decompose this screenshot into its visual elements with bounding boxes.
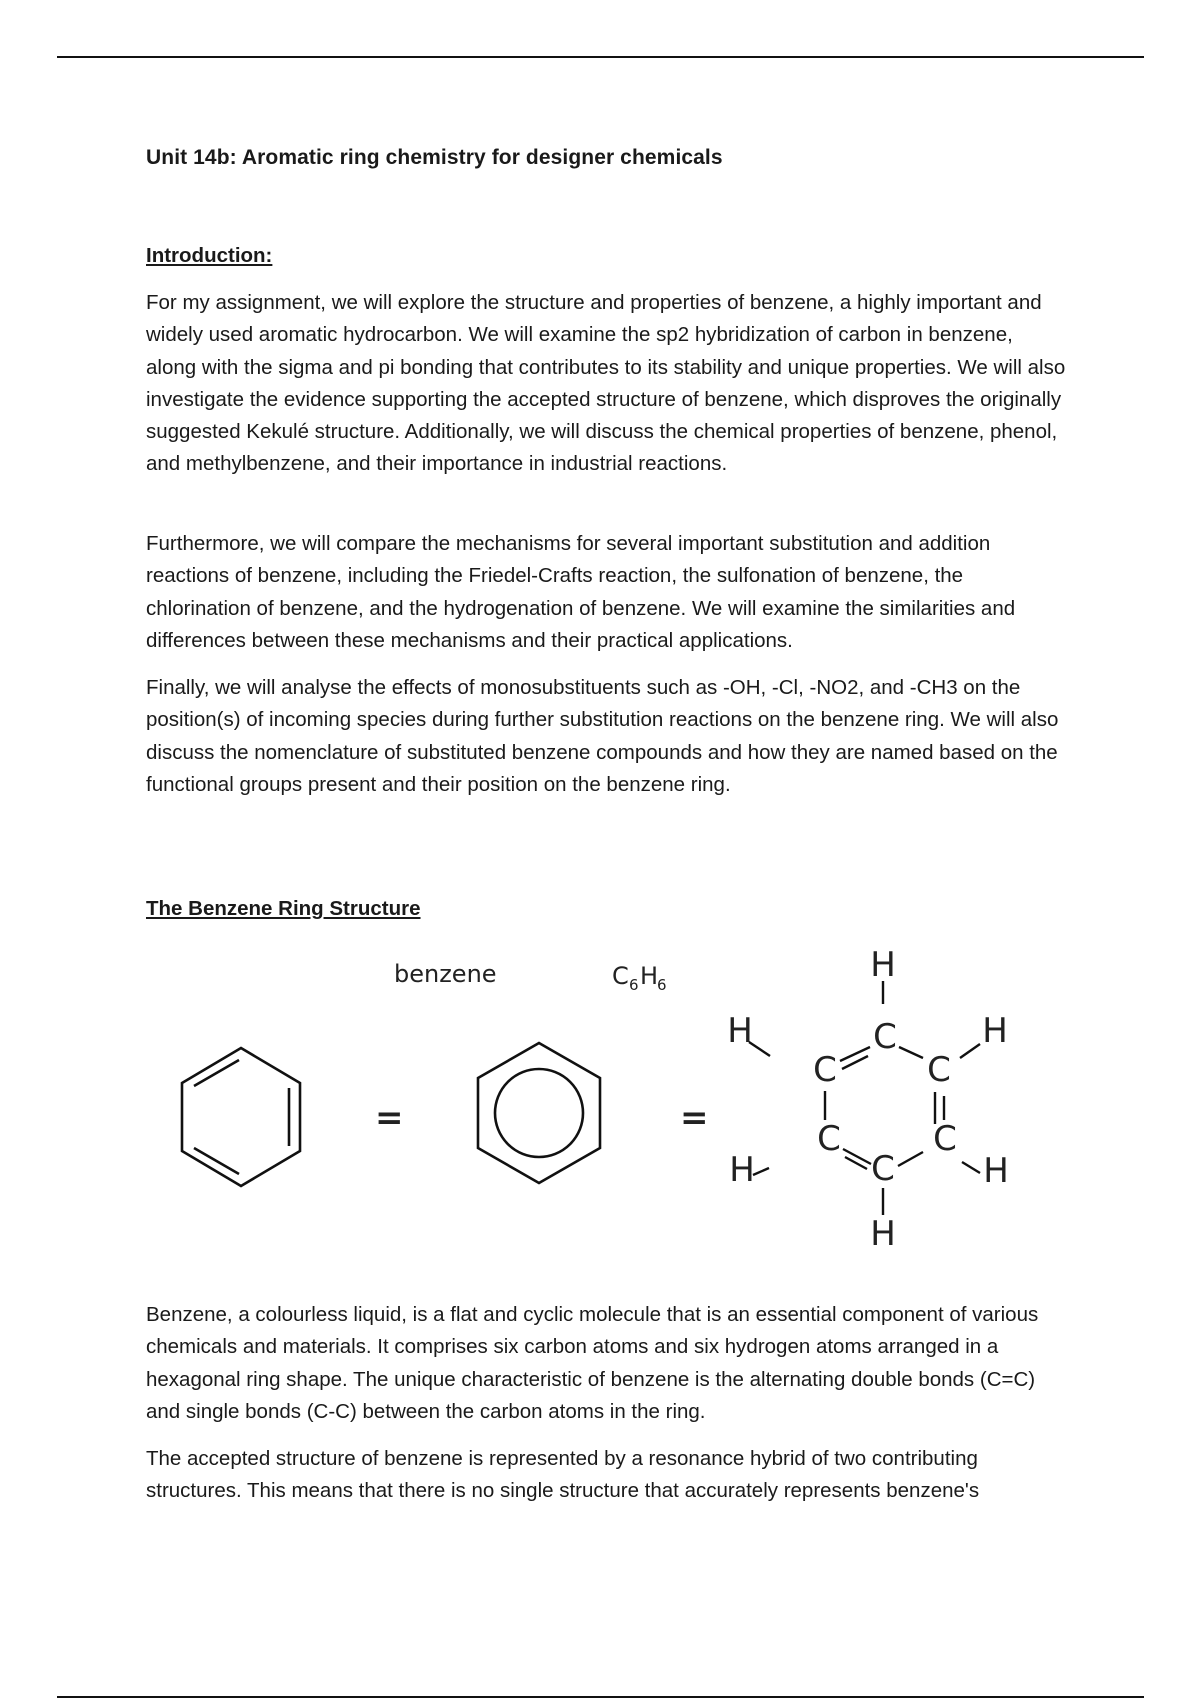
atom-h-lower-left: H [729,1150,755,1190]
kekule-structure [182,1048,300,1186]
header-rule [57,56,1144,58]
body-paragraph-benzene: Benzene, a colourless liquid, is a flat and cyclic molecule that is an essential component of various chemicals and materials. It comprises six carbon atoms and six hydrogen atoms arranged in a hexagonal ring shape. The unique characteristic of benzene is the alternating double bonds (C=C) and single bonds (C-C) between the carbon atoms in the ring. [146,1303,1039,1423]
svg-text:6: 6 [657,976,667,994]
benzene-name-label: benzene [394,960,497,988]
equals-sign-2: = [680,1098,709,1138]
atom-h-upper-left: H [727,1011,753,1051]
body-paragraph-resonance: The accepted structure of benzene is represented by a resonance hybrid of two contributing structures. This means that there is no single structure that accurately represents benzene's [146,1447,980,1503]
atom-c-top: C [873,1017,897,1057]
introduction-heading: Introduction: [146,244,273,267]
structural-formula [727,945,1009,1254]
benzene-structure-figure [150,940,1050,1270]
atom-h-lower-right: H [983,1151,1009,1191]
atom-c-upper-left: C [813,1050,837,1090]
atom-c-lower-left: C [817,1119,841,1159]
atom-c-bottom: C [871,1149,895,1189]
document-title: Unit 14b: Aromatic ring chemistry for designer chemicals [146,146,723,169]
equals-sign-1: = [375,1098,404,1138]
intro-paragraph-2: Furthermore, we will compare the mechanisms for several important substitution and addition reactions of benzene, including the Friedel-Crafts reaction, the sulfonation of benzene, the chlorination of benzene, and the hydrogenation of benzene. We will examine the similarities and differences between these mechanisms and their practical applications. [146,532,1016,652]
atom-c-lower-right: C [933,1119,957,1159]
atom-h-top: H [870,945,896,985]
benzene-formula [612,962,667,994]
intro-paragraph-1: For my assignment, we will explore the structure and properties of benzene, a highly important and widely used aromatic hydrocarbon. We will examine the sp2 hybridization of carbon in benzene, along with the sigma and pi bonding that contributes to its stability and unique properties. We will also investigate the evidence supporting the accepted structure of benzene, which disproves the originally suggested Kekulé structure. Additionally, we will discuss the chemical properties of benzene, phenol, and methylbenzene, and their importance in industrial reactions. [146,291,1066,476]
benzene-diagram [150,940,1050,1270]
aromatic-ring-structure [478,1043,600,1183]
atom-h-upper-right: H [982,1011,1008,1051]
intro-paragraph-3: Finally, we will analyse the effects of monosubstituents such as -OH, -Cl, -NO2, and -CH3 on the position(s) of incoming species during further substitution reactions on the benzene ring. We will also discuss the nomenclature of substituted benzene compounds and how they are named based on the functional groups present and their position on the benzene ring. [146,676,1059,796]
svg-text:6: 6 [629,976,639,994]
footer-rule [57,1696,1144,1698]
svg-text:C: C [612,962,629,990]
atom-c-upper-right: C [927,1050,951,1090]
atom-h-bottom: H [870,1214,896,1254]
section-heading-benzene-ring: The Benzene Ring Structure [146,897,421,920]
svg-text:H: H [640,962,659,990]
